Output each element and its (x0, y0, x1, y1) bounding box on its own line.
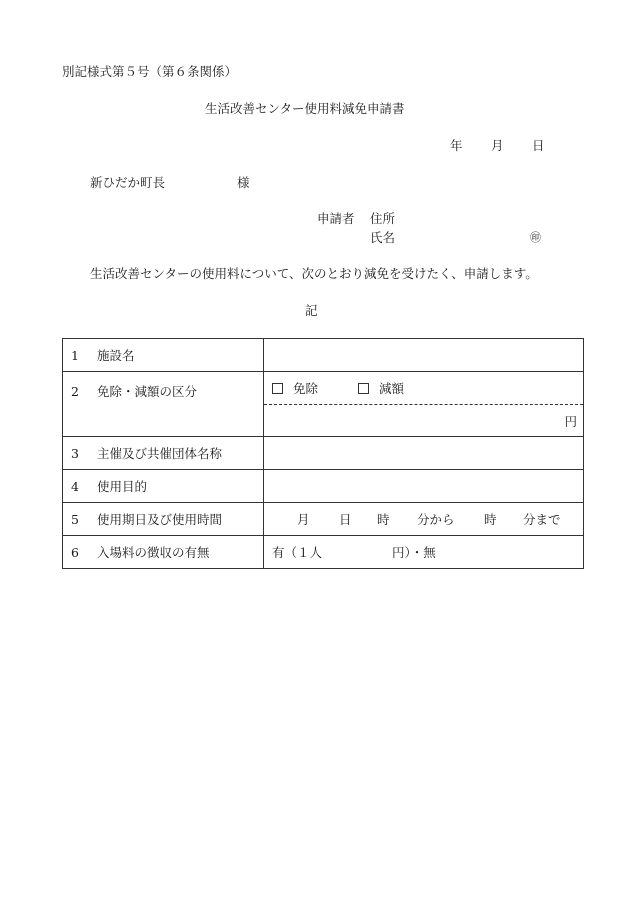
time-hour-from-label: 時 (377, 512, 390, 527)
row-number: 2 (71, 384, 79, 399)
usage-datetime-field[interactable] (264, 503, 584, 536)
time-month-label: 月 (297, 512, 310, 527)
form-number: 別記様式第５号（第６条関係） (62, 64, 238, 79)
time-minute-from-label: 分から (417, 512, 455, 527)
applicant-label: 申請者 (317, 211, 355, 226)
admission-fee-field[interactable] (264, 536, 584, 569)
exemption-option-label: 免除 (293, 381, 319, 396)
date-month-label: 月 (491, 138, 504, 153)
reduction-checkbox[interactable] (358, 383, 369, 394)
purpose-field[interactable] (264, 470, 584, 503)
row-label-text: 免除・減額の区分 (97, 384, 198, 399)
reduction-option-label: 減額 (379, 381, 405, 396)
row-label-text: 使用目的 (97, 479, 148, 494)
applicant-address-label: 住所 (370, 211, 396, 226)
time-minute-to-label: 分まで (523, 512, 561, 527)
row-number: 6 (71, 545, 79, 560)
table-row (63, 536, 584, 569)
row-label-text: 入場料の徴収の有無 (97, 545, 210, 560)
exemption-options (264, 372, 583, 405)
row-number: 1 (71, 348, 79, 363)
organizer-name-field[interactable] (264, 437, 584, 470)
row-label-text: 使用期日及び使用時間 (97, 512, 223, 527)
table-row (63, 470, 584, 503)
document-title: 生活改善センター使用料減免申請書 (205, 101, 405, 116)
row-label-text: 施設名 (97, 348, 135, 363)
table-row (63, 339, 584, 372)
row-label-text: 主催及び共催団体名称 (97, 446, 223, 461)
table-row (63, 503, 584, 536)
date-year-label: 年 (450, 138, 463, 153)
row-number: 3 (71, 446, 79, 461)
table-row (63, 437, 584, 470)
time-day-label: 日 (339, 512, 352, 527)
addressee-name: 新ひだか町長 (90, 175, 166, 190)
facility-name-field[interactable] (264, 339, 584, 372)
seal-mark: ㊞ (530, 231, 541, 244)
row-number: 4 (71, 479, 79, 494)
applicant-name-label: 氏名 (370, 230, 396, 245)
addressee-honorific: 様 (237, 175, 250, 190)
exemption-type-cell (264, 372, 584, 437)
row-label-purpose (63, 470, 264, 503)
table-row (63, 372, 584, 437)
exemption-checkbox[interactable] (272, 383, 283, 394)
application-table (62, 338, 584, 569)
row-label-exemption-type (63, 372, 264, 437)
reduction-amount-field[interactable] (264, 405, 583, 436)
yen-unit: 円 (564, 413, 577, 429)
row-label-facility (63, 339, 264, 372)
time-hour-to-label: 時 (484, 512, 497, 527)
fee-prefix: 有（１人 (272, 545, 323, 560)
row-label-admission-fee (63, 536, 264, 569)
row-number: 5 (71, 512, 79, 527)
request-statement: 生活改善センターの使用料について、次のとおり減免を受けたく、申請します。 (90, 266, 538, 281)
ki-heading: 記 (305, 303, 318, 318)
date-day-label: 日 (532, 138, 545, 153)
row-label-organizer (63, 437, 264, 470)
row-label-usage-datetime (63, 503, 264, 536)
fee-suffix: 円）・無 (392, 545, 436, 560)
